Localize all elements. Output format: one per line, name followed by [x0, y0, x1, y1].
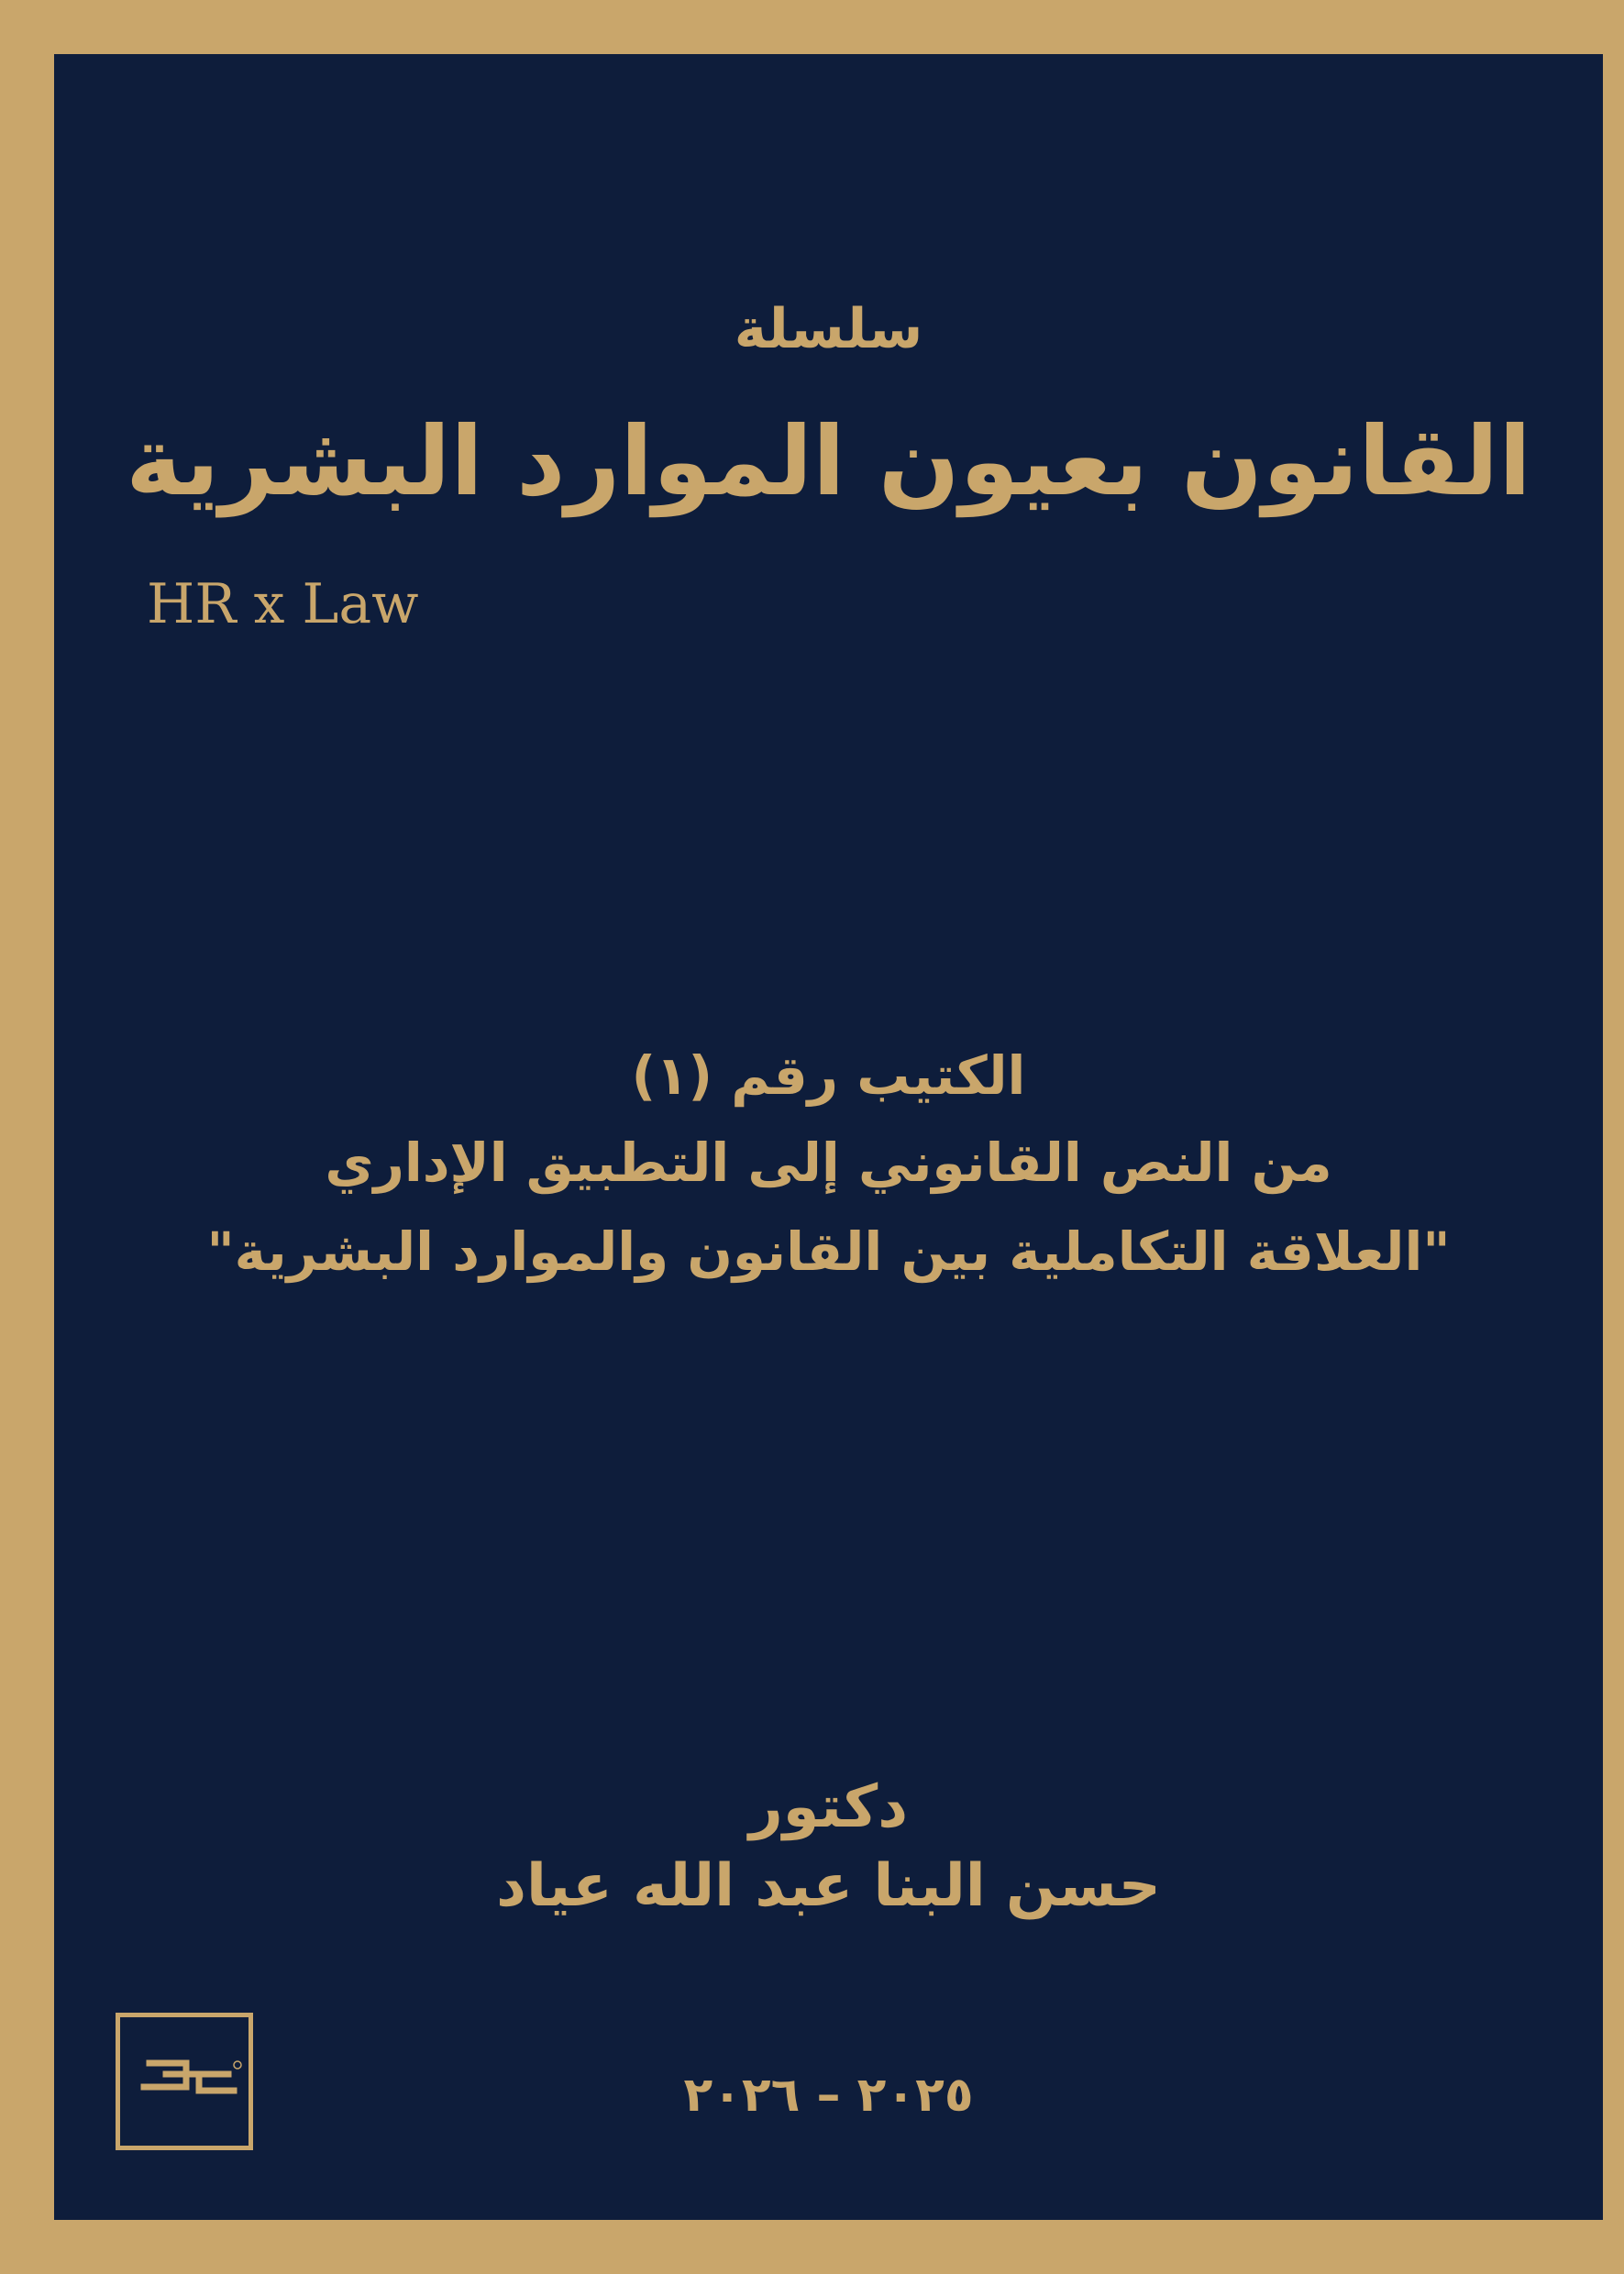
cover-panel	[54, 54, 1603, 2220]
series-title: القانون بعيون الموارد البشرية	[126, 405, 1531, 517]
series-label: سلسلة	[734, 297, 923, 361]
publication-years: ٢٠٢٥ – ٢٠٢٦	[683, 2068, 974, 2123]
booklet-number: الكتيب رقم (١)	[631, 1044, 1026, 1107]
series-title-english: HR x Law	[147, 572, 419, 636]
booklet-subtitle: "العلاقة التكاملية بين القانون والموارد البشرية"	[206, 1220, 1451, 1283]
author-prefix: دكتور	[748, 1773, 909, 1841]
booklet-title: من النص القانوني إلى التطبيق الإداري	[325, 1131, 1332, 1194]
author-name: حسن البنا عبد الله عياد	[496, 1852, 1161, 1920]
